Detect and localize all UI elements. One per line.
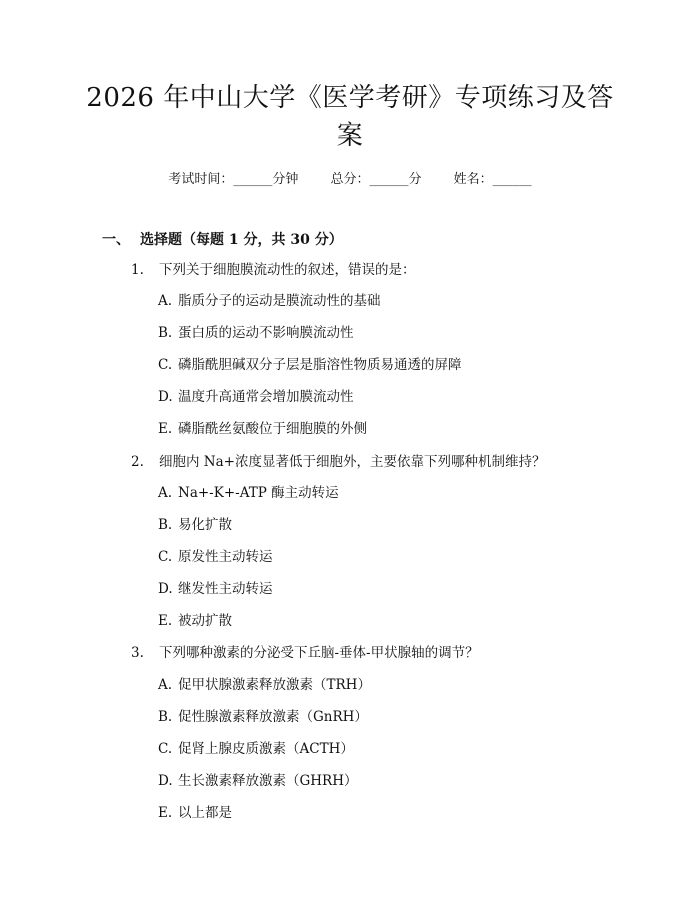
q2-option-e: [158, 611, 232, 631]
q2-option-d: [158, 579, 273, 599]
option-text: 促性腺激素释放激素（GnRH）: [178, 709, 368, 725]
option-letter: E.: [158, 805, 173, 821]
q3-option-a: [158, 675, 371, 695]
option-letter: C.: [158, 741, 173, 757]
option-text: 被动扩散: [178, 613, 232, 629]
q1-option-d: [158, 387, 354, 407]
q1-option-e: [158, 419, 367, 439]
section-title: 选择题（每题 1 分，共 30 分）: [140, 232, 343, 248]
option-text: 蛋白质的运动不影响膜流动性: [178, 325, 354, 341]
option-letter: B.: [158, 517, 173, 533]
question-text: 下列哪种激素的分泌受下丘脑-垂体-甲状腺轴的调节？: [159, 645, 479, 661]
question-2: [131, 452, 545, 472]
option-text: 促甲状腺激素释放激素（TRH）: [178, 677, 371, 693]
q1-option-c: [158, 355, 462, 375]
option-text: 磷脂酰胆碱双分子层是脂溶性物质易通透的屏障: [178, 357, 462, 373]
option-letter: C.: [158, 549, 173, 565]
option-letter: B.: [158, 709, 173, 725]
q3-option-b: [158, 707, 368, 727]
option-letter: D.: [158, 773, 173, 789]
q2-option-b: [158, 515, 232, 535]
exam-meta: [0, 168, 700, 187]
option-letter: B.: [158, 325, 173, 341]
student-name-field: 姓名：______: [453, 172, 532, 187]
option-letter: E.: [158, 613, 173, 629]
total-score-field: 总分：______分: [330, 172, 422, 187]
option-text: 以上都是: [178, 805, 232, 821]
question-number: 1.: [131, 262, 144, 278]
exam-time-field: 考试时间：______分钟: [168, 172, 299, 187]
option-text: 生长激素释放激素（GHRH）: [178, 773, 358, 789]
question-number: 3.: [131, 645, 144, 661]
option-letter: A.: [158, 293, 173, 309]
q3-option-e: [158, 803, 232, 823]
q1-option-b: [158, 323, 354, 343]
option-letter: D.: [158, 389, 173, 405]
option-text: 易化扩散: [178, 517, 232, 533]
question-1: [131, 260, 416, 280]
q2-option-a: [158, 483, 339, 503]
option-letter: A.: [158, 485, 173, 501]
option-text: 继发性主动转运: [178, 581, 273, 597]
section-number: 一、: [102, 232, 130, 248]
q3-option-c: [158, 739, 354, 759]
question-text: 细胞内 Na+浓度显著低于细胞外，主要依靠下列哪种机制维持？: [159, 454, 546, 470]
question-text: 下列关于细胞膜流动性的叙述，错误的是：: [159, 262, 416, 278]
option-letter: E.: [158, 421, 173, 437]
option-text: 脂质分子的运动是膜流动性的基础: [178, 293, 381, 309]
option-letter: A.: [158, 677, 173, 693]
question-3: [131, 643, 479, 663]
exam-title: 2026 年中山大学《医学考研》专项练习及答: [86, 83, 614, 113]
section-heading: [102, 229, 343, 249]
option-letter: D.: [158, 581, 173, 597]
option-text: 温度升高通常会增加膜流动性: [178, 389, 354, 405]
option-text: Na+-K+-ATP 酶主动转运: [178, 485, 339, 501]
option-text: 促肾上腺皮质激素（ACTH）: [178, 741, 354, 757]
q3-option-d: [158, 771, 358, 791]
question-number: 2.: [131, 454, 144, 470]
option-text: 原发性主动转运: [178, 549, 273, 565]
option-letter: C.: [158, 357, 173, 373]
q2-option-c: [158, 547, 273, 567]
q1-option-a: [158, 291, 381, 311]
exam-title-continued: 案: [336, 121, 364, 151]
option-text: 磷脂酰丝氨酸位于细胞膜的外侧: [178, 421, 367, 437]
